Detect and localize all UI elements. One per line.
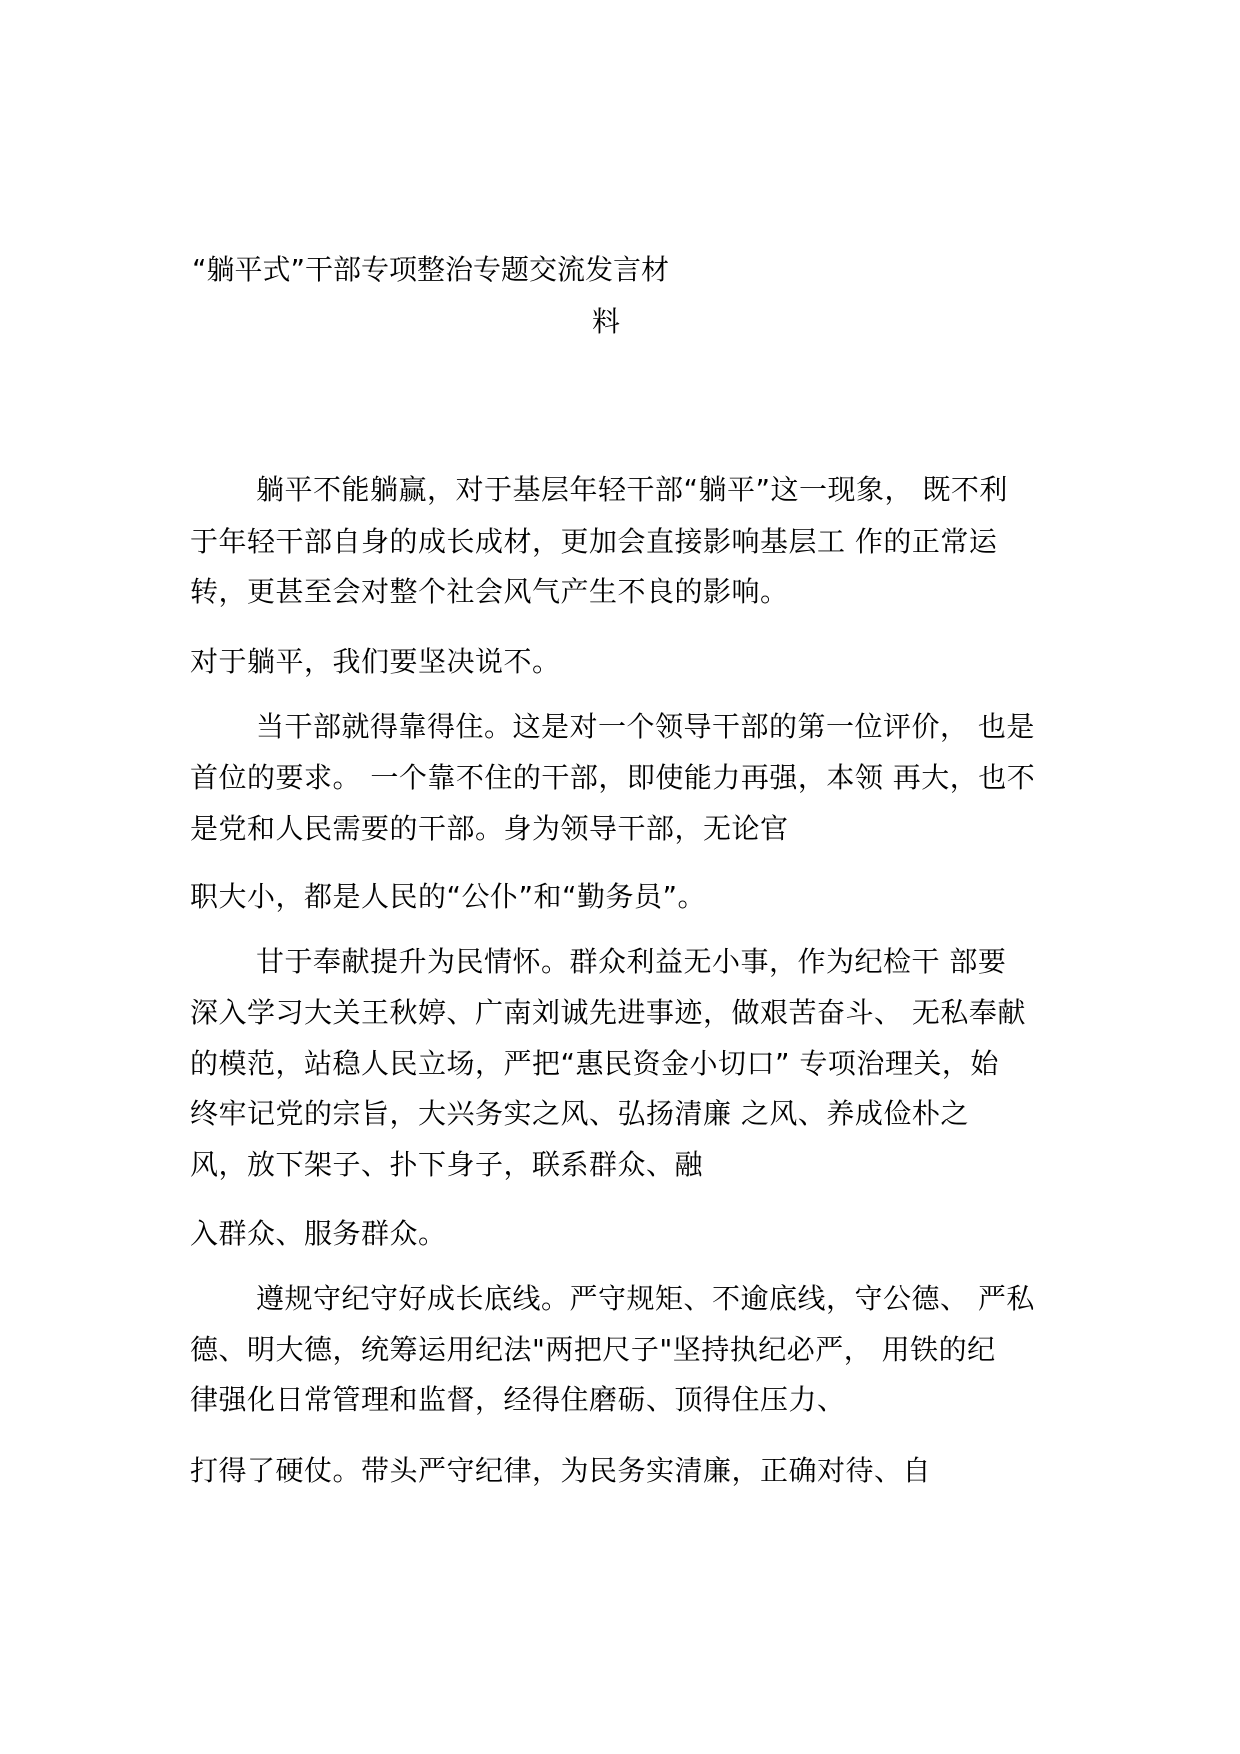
paragraph-line: 打得了硬仗。带头严守纪律，为民务实清廉，正确对待、自 [190,1454,932,1487]
paragraph-line: 职大小，都是人民的“公仆”和“勤务员”。 [190,880,707,913]
paragraph-line: 是党和人民需要的干部。身为领导干部，无论官 [190,812,789,845]
paragraph-line: 入群众、服务群众。 [190,1217,447,1250]
paragraph-line: 对于躺平，我们要坚决说不。 [190,645,561,678]
paragraph-line: 首位的要求。 一个靠不住的干部，即使能力再强，本领 再大，也不 [190,761,1036,794]
document-title-line-2: 料 [592,305,621,338]
document-title-line-1: “躺平式”干部专项整治专题交流发言材 [192,253,670,286]
paragraph-line: 风，放下架子、扑下身子，联系群众、融 [190,1148,704,1181]
paragraph-line: 的模范，站稳人民立场，严把“惠民资金小切口” 专项治理关，始 [190,1047,999,1080]
paragraph-line: 遵规守纪守好成长底线。严守规矩、不逾底线，守公德、 严私 [256,1282,1035,1315]
paragraph-line: 深入学习大关王秋婷、广南刘诚先进事迹，做艰苦奋斗、 无私奉献 [190,996,1026,1029]
paragraph-line: 当干部就得靠得住。这是对一个领导干部的第一位评价， 也是 [256,710,1035,743]
paragraph-line: 德、明大德，统筹运用纪法"两把尺子"坚持执纪必严， 用铁的纪 [190,1333,996,1366]
paragraph-line: 躺平不能躺赢，对于基层年轻干部“躺平”这一现象， 既不利 [256,473,1008,506]
paragraph-line: 于年轻干部自身的成长成材，更加会直接影响基层工 作的正常运 [190,525,998,558]
paragraph-line: 律强化日常管理和监督，经得住磨砺、顶得住压力、 [190,1383,846,1416]
paragraph-line: 终牢记党的宗旨，大兴务实之风、弘扬清廉 之风、养成俭朴之 [190,1097,969,1130]
paragraph-line: 转，更甚至会对整个社会风气产生不良的影响。 [190,575,789,608]
paragraph-line: 甘于奉献提升为民情怀。群众利益无小事，作为纪检干 部要 [256,945,1007,978]
